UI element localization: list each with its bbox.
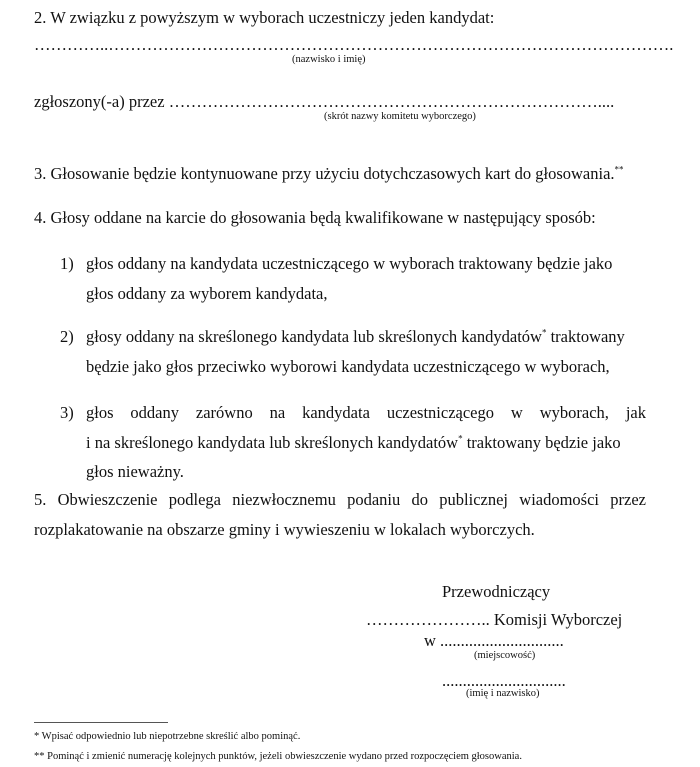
place-line (424, 630, 564, 652)
list-item-text: traktowany (546, 327, 625, 346)
list-item-text: traktowany będzie jako (462, 433, 621, 452)
list-item-text: głosy oddany na skreślonego kandydata lub skreślonych kandydatów (86, 327, 542, 346)
section-2-heading: 2. W związku z powyższym w wyborach uczestniczy jeden kandydat: (34, 8, 495, 27)
signature-title: Przewodniczący (442, 582, 551, 601)
place-dotted-line: .............................. (440, 631, 564, 650)
section-5-text: 5. Obwieszczenie podlega niezwłocznemu podaniu do publicznej wiadomości przez (34, 490, 646, 509)
list-item-3-line-2 (86, 432, 621, 454)
list-item-3-line-1 (86, 402, 646, 424)
list-item-2-line-2: będzie jako głos przeciwko wyborowi kandydata uczestniczącego w wyborach, (86, 357, 610, 376)
submitted-by-line (34, 91, 614, 113)
footnote-mark-double: ** (614, 164, 624, 175)
signer-name-caption: (imię i nazwisko) (466, 688, 540, 699)
section-5-line-2: rozplakatowanie na obszarze gminy i wywieszeniu w lokalach wyborczych. (34, 520, 535, 539)
committee-dotted-line: …………………………………………………………………….... (168, 92, 615, 111)
section-4-heading: 4. Głosy oddane na karcie do głosowania będą kwalifikowane w następujący sposób: (34, 208, 596, 227)
list-item-text: głos oddany na kandydata uczestniczącego w wyborach traktowany będzie jako (86, 254, 613, 273)
list-item-text: głos oddany zarówno na kandydata uczestniczącego w wyborach, jak (86, 403, 646, 422)
footnote-2: ** Pominąć i zmienić numerację kolejnych punktów, jeżeli obwieszczenie wydano przed rozpoczęciem głosowania. (34, 751, 522, 762)
section-3-paragraph (34, 163, 624, 185)
footnote-mark-single: * (541, 327, 547, 338)
list-item-1-line-2: głos oddany za wyborem kandydata, (86, 284, 328, 303)
list-item-2-line-1 (86, 326, 625, 348)
commission-line (366, 609, 622, 631)
section-5-line-1 (34, 489, 646, 511)
commission-dotted-line: ………………….. (366, 610, 490, 629)
place-caption: (miejscowość) (474, 650, 536, 661)
footnote-separator (34, 722, 168, 723)
signer-name-dotted-line: .............................. (442, 671, 566, 690)
list-item-number: 2) (60, 327, 74, 346)
footnote-1: * Wpisać odpowiednio lub niepotrzebne skreślić albo pominąć. (34, 731, 301, 742)
commission-label: Komisji Wyborczej (489, 610, 623, 629)
section-3-text: 3. Głosowanie będzie kontynuowane przy użyciu dotychczasowych kart do głosowania. (34, 164, 615, 183)
list-item-number: 1) (60, 254, 74, 273)
committee-caption: (skrót nazwy komitetu wyborczego) (324, 111, 476, 122)
candidate-name-dotted-line: …………..…………………………………………………………………………………………. (34, 35, 674, 54)
list-item-number: 3) (60, 403, 74, 422)
list-item-text: i na skreślonego kandydata lub skreślonych kandydatów (86, 433, 459, 452)
submitted-by-label: zgłoszony(-a) przez (34, 92, 165, 111)
list-item-3-line-3: głos nieważny. (86, 462, 184, 481)
footnote-mark-single: * (458, 433, 463, 444)
place-prefix: w (424, 631, 436, 650)
candidate-name-caption: (nazwisko i imię) (292, 54, 366, 65)
list-item-1-line-1 (86, 253, 646, 275)
